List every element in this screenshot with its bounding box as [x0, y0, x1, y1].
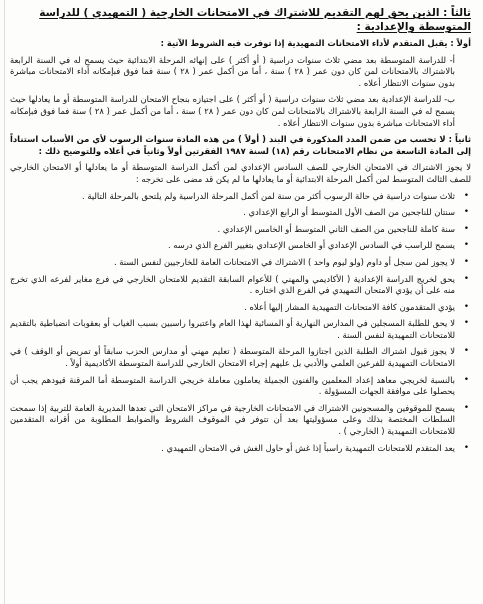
list-item: • سنة كاملة للناجحين من الصف الثاني المتوسط أو الخامس الإعدادي . — [217, 223, 469, 234]
bullet-icon: • — [463, 190, 469, 201]
list-item: • بالنسبة لخريجي معاهد إعداد المعلمين والفنون الجميلة يعاملون معاملة خريجي الدراسة المتوسطة أما المرقنة قيودهم يجب أن يحصلوا على موافقة الجهات المسؤولة . — [10, 374, 469, 397]
list-item: • يحق لخريج الدراسة الإعدادية ( الأكاديمي والمهني ) للأعوام السابقة التقديم للامتحان الخارجي في فرع مغاير لفرعه الذي تخرج منه على أن يؤدي الامتحان التمهيدي في الفرع الذي اختاره . — [10, 273, 469, 296]
bullet-icon: • — [463, 240, 469, 251]
bullet-icon: • — [463, 374, 469, 385]
list-item: • يسمح للموقوفين والمسجونين الاشتراك في الامتحانات الخارجية في مراكز الامتحان التي تعدها المديرية العامة للتربية إذا سمحت السلطات المختصة بذلك وعلى مسؤوليتها بعد أن تتوفر في الموقوف الشروط والضوابط المطلوبة من أقرانه المتقدمين للامتحانات التمهيدية ( الخارجي ) . — [10, 402, 469, 437]
list-item: • يسمح للراسب في السادس الإعدادي أو الخامس الإعدادي بتغيير الفرع الذي درسه . — [167, 240, 469, 251]
list-item: • ثلاث سنوات دراسية في حالة الرسوب أكثر من سنة لمن أكمل المرحلة الدراسية ولم يلتحق بالمرحلة التالية . — [82, 190, 469, 201]
bullet-icon: • — [463, 318, 469, 329]
list-item: • لا يحق للطلبة المسجلين في المدارس النهارية أو المسائية لهذا العام واعتبروا راسبين بسبب الغياب أو بعقوبات انضباطية بالتقديم للامتحانات التمهيدية لنفس السنة . — [10, 318, 469, 340]
bullet-icon: • — [463, 256, 469, 267]
list-item: • لا يجوز قبول اشتراك الطلبة الذين اجتازوا المرحلة المتوسطة ( تعليم مهني أو مدارس الحزب سابقاً أو تمريض أو الوقف ) في الامتحانات التمهيدية للفرعين العلمي والأدبي بل عليهم إجراء الامتحان الخارجي للدراسة المتوسطة الأكاديمية أولاً . — [10, 346, 469, 369]
list-item: • سنتان للناجحين من الصف الأول المتوسط أو الرابع الإعدادي . — [243, 207, 469, 218]
not-allowed-intro: لا يجوز الاشتراك في الامتحان الخارجي للصف السادس الإعدادي لمن أكمل الدراسة المتوسطة أو ما يعادلها أو الامتحان الخارجي للصف الثالث المتوسط لمن أكمل المرحلة الابتدائية أو ما يعادلها ما لم يكن قد مضى على تخرجه : — [10, 162, 471, 184]
list-item: • يؤدي المتقدمون كافة الامتحانات التمهيدية المشار إليها أعلاه . — [244, 301, 469, 312]
bullet-icon: • — [463, 346, 469, 357]
bullet-icon: • — [463, 207, 469, 218]
bullet-icon: • — [463, 223, 469, 234]
bullet-icon: • — [463, 301, 469, 312]
list-item: • يعد المتقدم للامتحانات التمهيدية راسباً إذا غش أو حاول الغش في الامتحان التمهيدي . — [161, 442, 469, 453]
bullet-icon: • — [463, 442, 469, 453]
first-condition-intro: أولاً : يقبل المتقدم لأداء الامتحانات التمهيدية إذا توفرت فيه الشروط الآتية : — [160, 38, 471, 48]
section-heading: ثالثاً : الذين يحق لهم التقديم للاشتراك في الامتحانات الخارجية ( التمهيدي ) للدراسة المتوسطة والإعدادية : — [39, 7, 471, 33]
clause-a-intermediate: أ- للدراسة المتوسطة بعد مضي ثلاث سنوات دراسية ( أو أكثر ) على إنهائه المرحلة الابتدائية حيث يسمح له في السنة الرابعة بالاشتراك بالامتحانات لمن كان دون عمر ( ٢٨ ) سنة ، أما من أكمل عمر ( ٢٨ ) سنة فما فوق فبإمكانه أداء الامتحانات مباشرة بدون سنوات الانتظار أعلاه . — [10, 54, 455, 88]
second-condition: ثانياً : لا تحسب من ضمن المدد المذكورة في البند ( أولاً ) من هذه المادة سنوات الرسوب لأي من الأسباب استناداً إلى المادة التاسعة من نظام الامتحانات رقم (١٨) لسنة ١٩٨٧ الفقرتين أولاً وثانياً في أعلاه وللتوضيح ذلك : — [10, 134, 471, 156]
bullet-icon: • — [463, 273, 469, 284]
list-item: • لا يجوز لمن سجل أو داوم (ولو ليوم واحد ) الاشتراك في الامتحانات العامة للخارجيين لنفس السنة . — [113, 256, 469, 267]
clause-b-preparatory: ب- للدراسة الإعدادية بعد مضي ثلاث سنوات دراسية ( أو أكثر ) على اجتيازه بنجاح الامتحان للدراسة المتوسطة أو ما يعادلها حيث يسمح له في السنة الرابعة بالاشتراك بالامتحانات لمن كان دون عمر ( ٢٨ ) سنة ، أما من أكمل عمر ( ٢٨ ) سنة فما فوق فبإمكانه أداء الامتحانات مباشرة بدون سنوات الانتظار أعلاه . — [10, 94, 456, 128]
page-edge-shadow — [4, 0, 5, 604]
rules-list — [10, 191, 471, 455]
bullet-icon: • — [463, 402, 469, 413]
